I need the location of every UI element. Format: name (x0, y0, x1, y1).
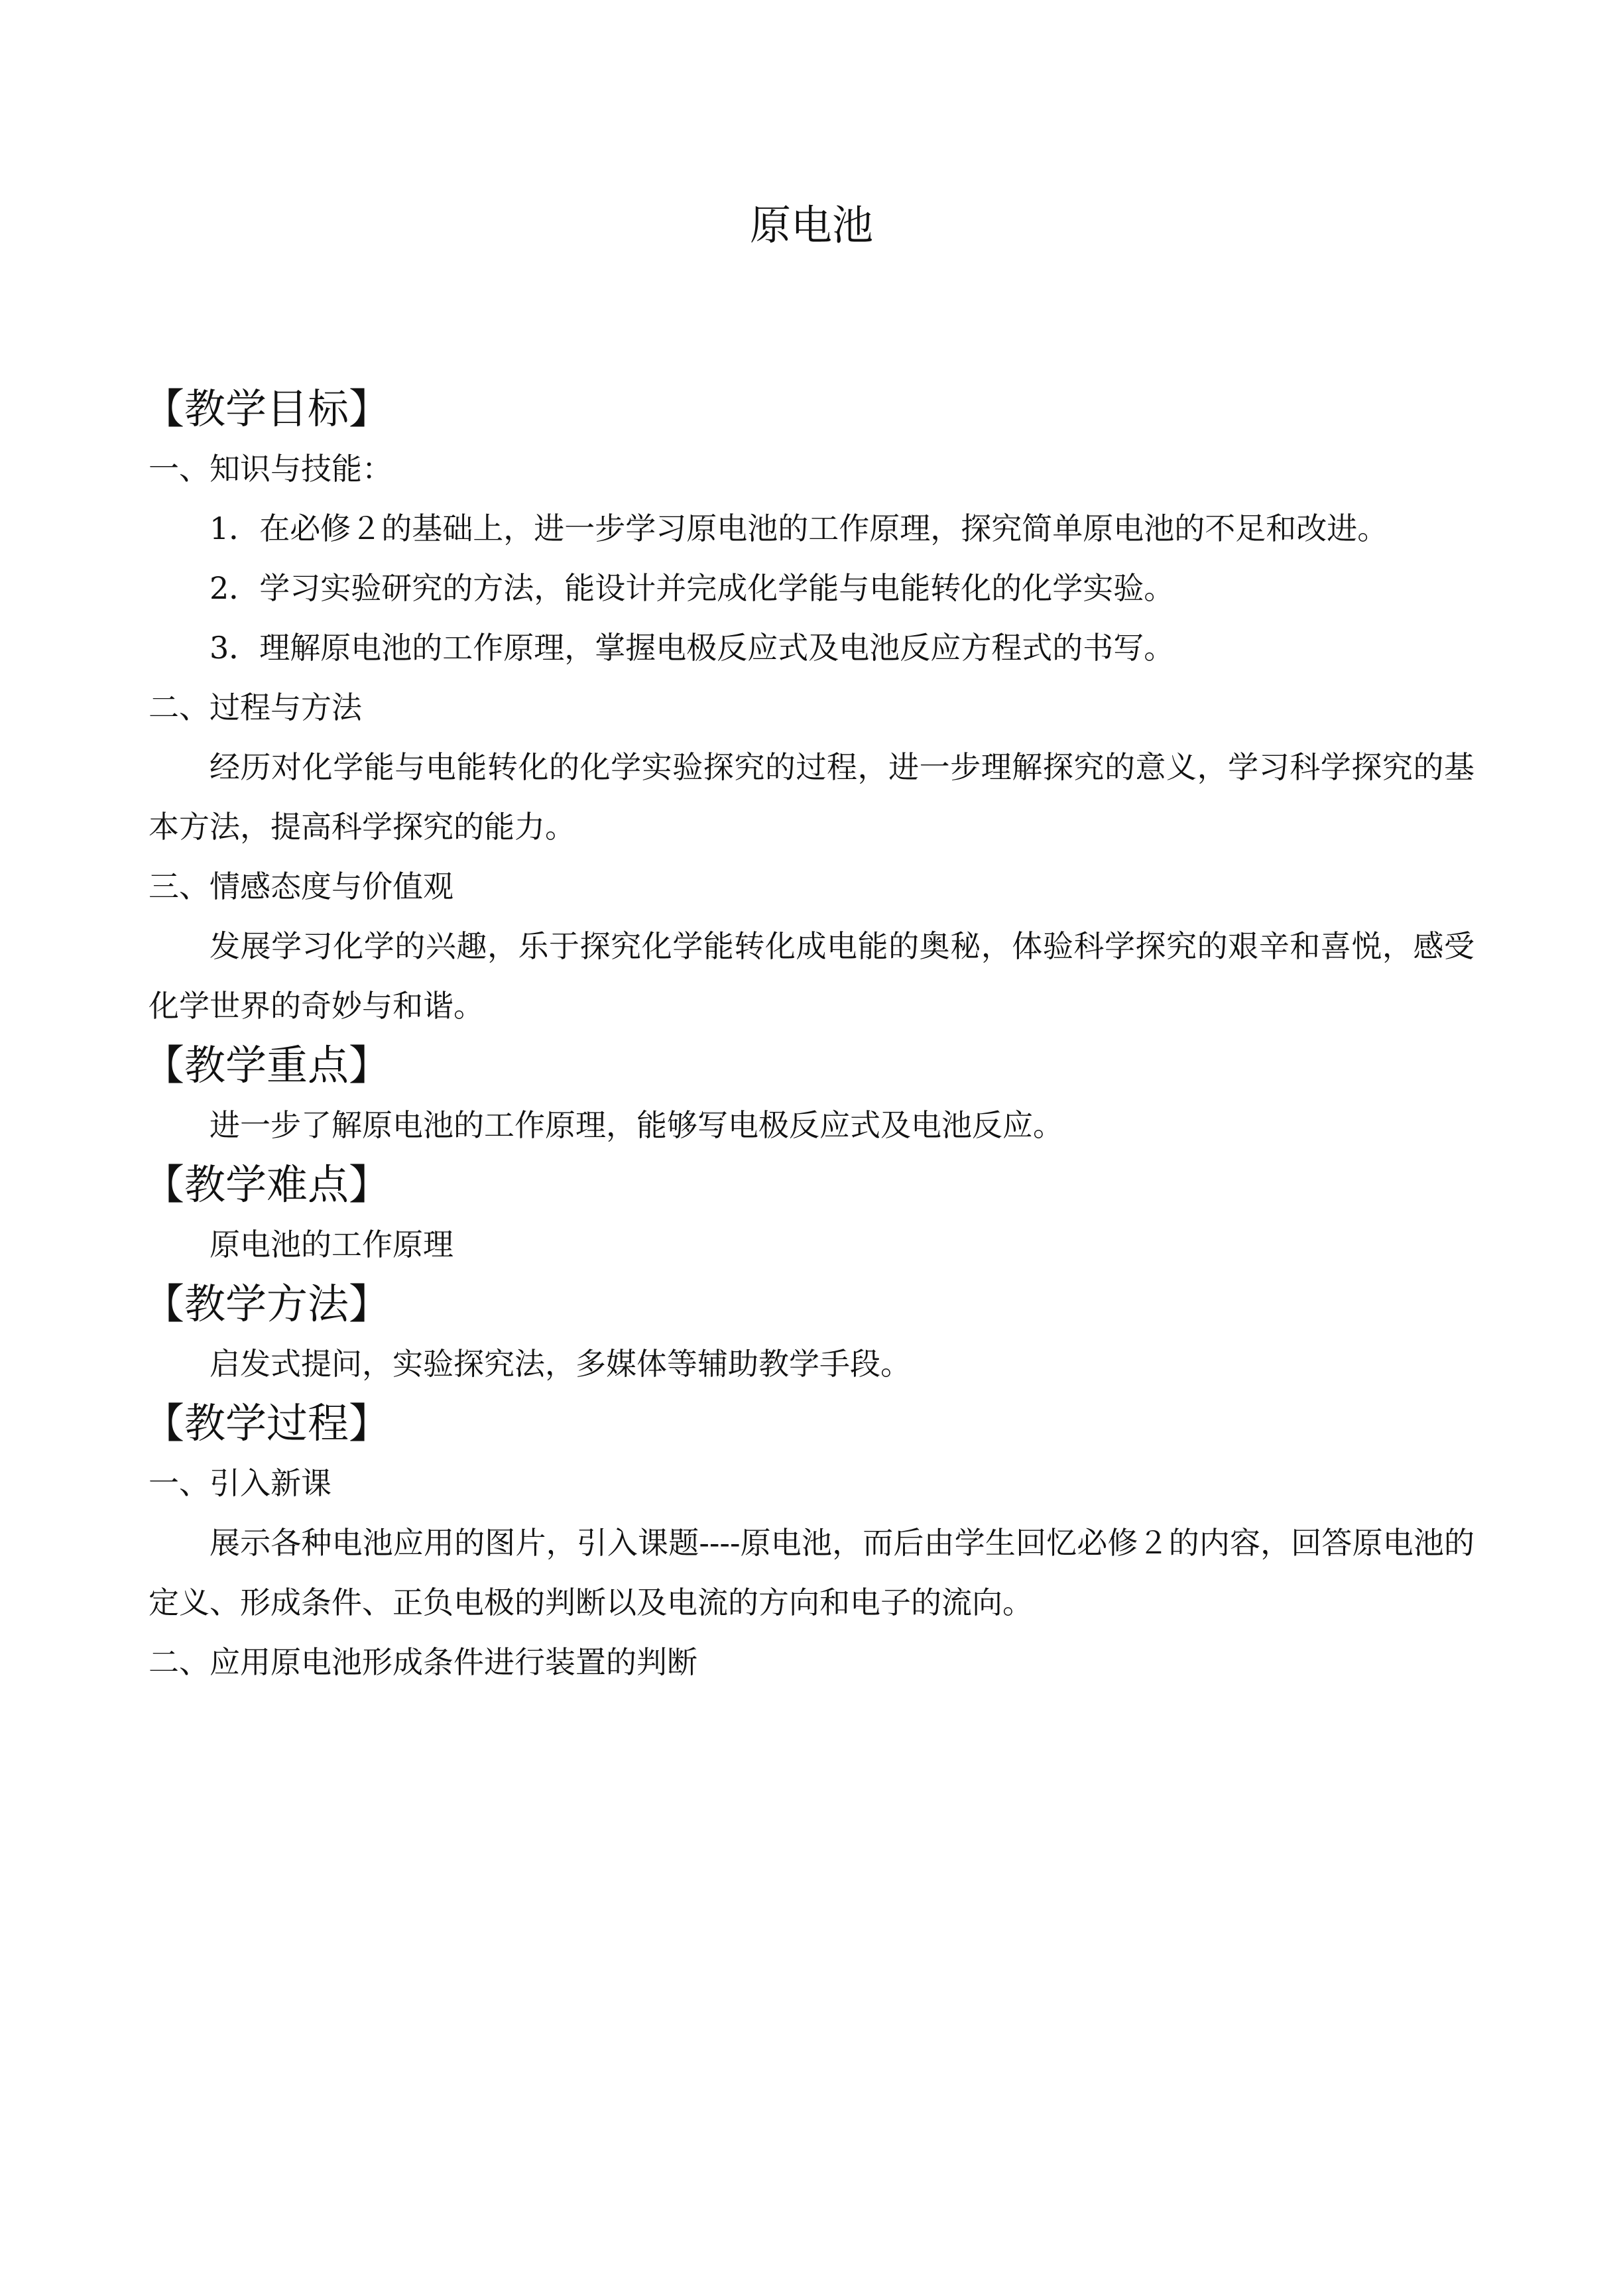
attitude-values-text: 发展学习化学的兴趣，乐于探究化学能转化成电能的奥秘，体验科学探究的艰辛和喜悦，感受化学世界的奇妙与和谐。 (149, 928, 1474, 1024)
document-body (143, 379, 1474, 1692)
key-points-text: 进一步了解原电池的工作原理，能够写电极反应式及电池反应。 (210, 1107, 1063, 1143)
introduce-lesson-heading: 一、引入新课 (149, 1465, 331, 1501)
teaching-methods-heading: 【教学方法】 (143, 1280, 391, 1328)
difficulties-heading: 【教学难点】 (143, 1160, 391, 1209)
introduce-lesson-text: 展示各种电池应用的图片，引入课题----原电池，而后由学生回忆必修２的内容，回答原电池的定义、形成条件、正负电极的判断以及电流的方向和电子的流向。 (149, 1525, 1474, 1620)
knowledge-item-3: 3．理解原电池的工作原理，掌握电极反应式及电池反应方程式的书写。 (210, 630, 1175, 666)
teaching-methods-text: 启发式提问，实验探究法，多媒体等辅助教学手段。 (210, 1346, 911, 1382)
knowledge-item-2: 2．学习实验研究的方法，能设计并完成化学能与电能转化的化学实验。 (210, 570, 1175, 606)
difficulties-text: 原电池的工作原理 (210, 1227, 453, 1262)
knowledge-skills-heading: 一、知识与技能： (149, 451, 392, 487)
teaching-process-heading: 【教学过程】 (143, 1399, 391, 1447)
document-title: 原电池 (749, 201, 873, 249)
key-points-heading: 【教学重点】 (143, 1041, 391, 1089)
attitude-values-heading: 三、情感态度与价值观 (149, 869, 453, 904)
process-methods-text: 经历对化学能与电能转化的化学实验探究的过程，进一步理解探究的意义，学习科学探究的基本方法，提高科学探究的能力。 (149, 749, 1474, 845)
knowledge-item-1: 1．在必修２的基础上，进一步学习原电池的工作原理，探究简单原电池的不足和改进。 (210, 511, 1388, 546)
process-methods-heading: 二、过程与方法 (149, 690, 362, 725)
teaching-objectives-heading: 【教学目标】 (143, 385, 391, 433)
apply-conditions-heading: 二、应用原电池形成条件进行装置的判断 (149, 1644, 697, 1680)
